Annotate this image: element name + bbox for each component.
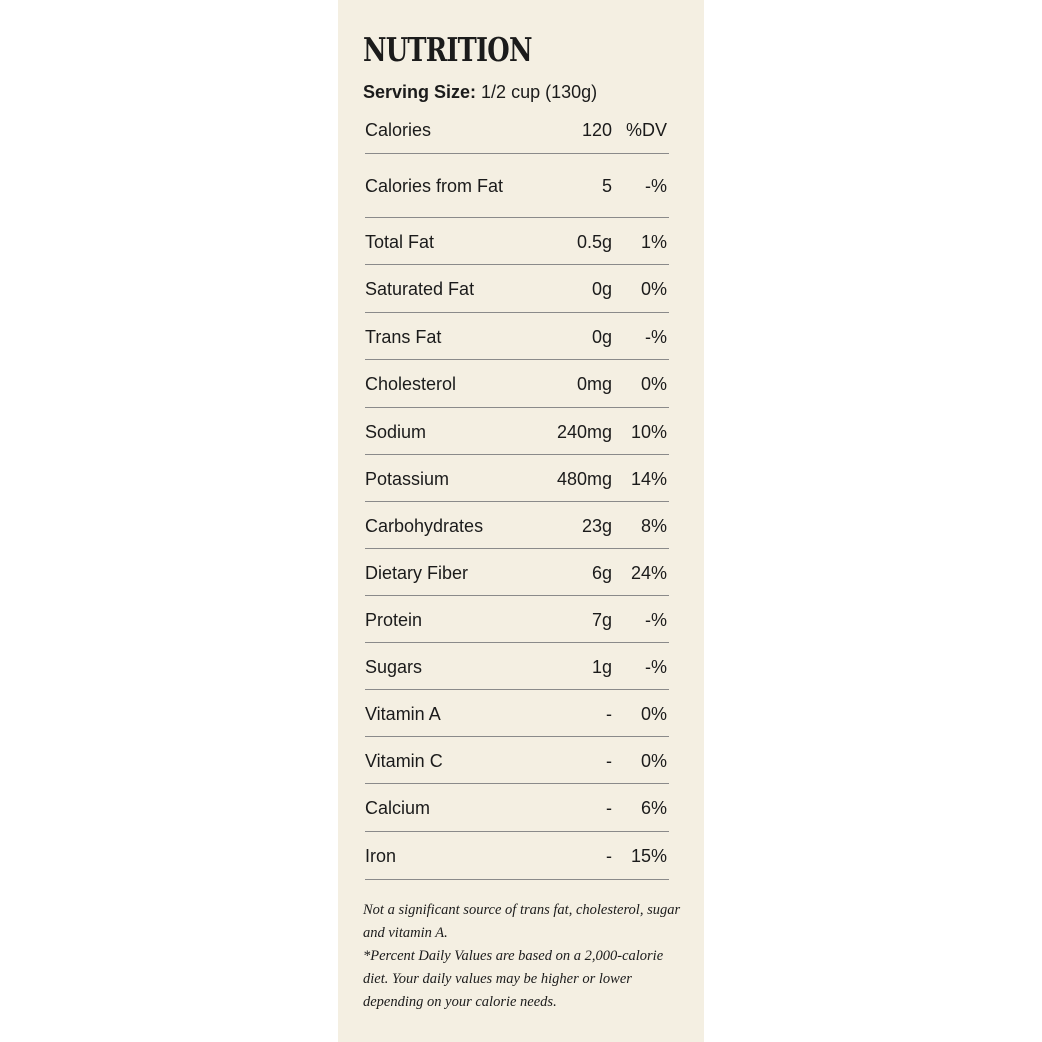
nutrient-row-iron	[365, 832, 669, 880]
nutrition-title: NUTRITION	[363, 30, 532, 69]
nutrient-name: Sodium	[365, 421, 427, 442]
nutrient-dv: 0%	[640, 279, 667, 299]
nutrient-dv: 1%	[640, 231, 667, 252]
nutrient-row-potassium	[365, 455, 669, 502]
nutrient-amount: -	[606, 846, 612, 866]
nutrient-dv: 6%	[640, 798, 667, 818]
nutrient-name: Cholesterol	[365, 374, 457, 394]
nutrient-dv: 0%	[640, 703, 667, 724]
nutrient-amount: -	[606, 798, 612, 818]
nutrient-dv: 8%	[640, 515, 667, 536]
nutrient-dv: 24%	[630, 562, 667, 583]
nutrient-amount: 23g	[581, 515, 612, 536]
nutrient-row-carbohydrates	[365, 502, 669, 549]
serving-size-value: 1/2 cup (130g)	[476, 82, 598, 102]
nutrient-row-calories-from-fat	[365, 154, 669, 218]
nutrient-amount: 120	[581, 120, 612, 140]
nutrient-dv: 14%	[630, 468, 667, 489]
nutrient-row-sodium	[365, 408, 669, 455]
nutrient-name: Calories	[365, 120, 432, 140]
nutrition-panel	[338, 0, 704, 1042]
nutrient-name: Vitamin A	[365, 703, 441, 724]
nutrient-row-total-fat	[365, 218, 669, 265]
nutrient-amount: 0g	[591, 326, 612, 347]
nutrient-row-vitamin-a	[365, 690, 669, 737]
nutrient-amount: 1g	[591, 656, 612, 677]
nutrient-dv: 0%	[640, 374, 667, 394]
nutrient-row-sugars	[365, 643, 669, 690]
nutrient-row-calories	[365, 106, 669, 154]
nutrient-name: Calcium	[365, 798, 431, 818]
nutrient-row-protein	[365, 596, 669, 643]
nutrient-row-cholesterol	[365, 360, 669, 408]
nutrient-row-trans-fat	[365, 313, 669, 360]
nutrient-name: Protein	[365, 609, 423, 630]
nutrient-amount: 240mg	[556, 421, 612, 442]
nutrient-row-dietary-fiber	[365, 549, 669, 596]
nutrient-name: Carbohydrates	[365, 515, 484, 536]
nutrient-name: Total Fat	[365, 231, 435, 252]
nutrient-name: Potassium	[365, 468, 450, 489]
footnote-not-significant: Not a significant source of trans fat, cholesterol, sugar and vitamin A.	[363, 902, 681, 941]
nutrient-dv: %DV	[625, 120, 667, 140]
nutrient-amount: -	[606, 750, 612, 771]
nutrient-amount: 6g	[591, 562, 612, 583]
serving-size-label: Serving Size:	[363, 82, 477, 102]
nutrient-amount: 0.5g	[576, 231, 612, 252]
nutrient-name: Calories from Fat	[365, 176, 504, 196]
nutrient-name: Vitamin C	[365, 750, 443, 771]
nutrient-amount: 7g	[591, 609, 612, 630]
serving-size	[363, 80, 597, 104]
nutrient-dv: 0%	[640, 750, 667, 771]
footnote	[363, 899, 683, 1014]
nutrient-name: Saturated Fat	[365, 279, 475, 299]
nutrient-dv: -%	[645, 326, 667, 347]
nutrient-name: Dietary Fiber	[365, 562, 469, 583]
nutrient-amount: -	[606, 703, 612, 724]
nutrient-dv: -%	[645, 609, 667, 630]
nutrient-name: Sugars	[365, 656, 423, 677]
nutrient-row-vitamin-c	[365, 737, 669, 784]
nutrition-table	[365, 106, 669, 880]
nutrient-name: Iron	[365, 846, 397, 866]
nutrient-dv: -%	[645, 176, 667, 196]
nutrient-dv: 10%	[630, 421, 667, 442]
nutrient-dv: -%	[645, 656, 667, 677]
nutrient-row-saturated-fat	[365, 265, 669, 313]
nutrient-amount: 5	[601, 176, 612, 196]
nutrient-row-calcium	[365, 784, 669, 832]
nutrient-name: Trans Fat	[365, 326, 442, 347]
nutrient-amount: 0g	[591, 279, 612, 299]
nutrient-amount: 480mg	[556, 468, 612, 489]
footnote-daily-values: *Percent Daily Values are based on a 2,000-calorie diet. Your daily values may be higher or lower depending on your calorie needs.	[363, 948, 664, 1010]
nutrient-amount: 0mg	[576, 374, 612, 394]
nutrient-dv: 15%	[630, 846, 667, 866]
